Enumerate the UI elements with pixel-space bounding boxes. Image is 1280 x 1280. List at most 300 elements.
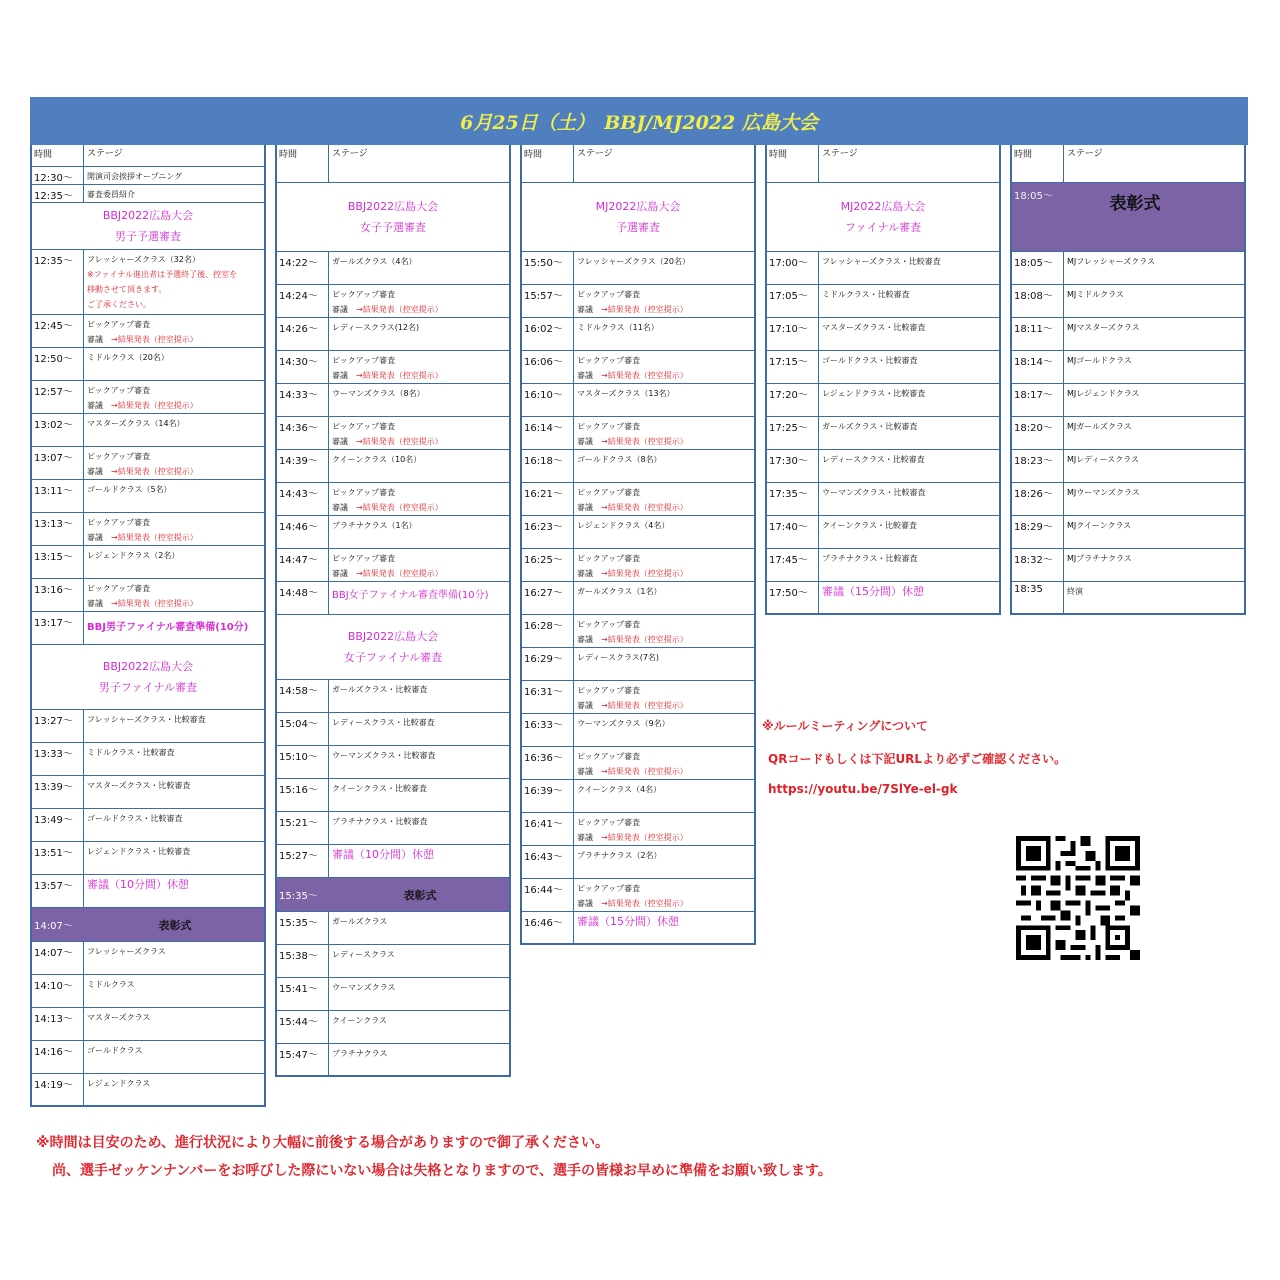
table-row — [522, 417, 754, 450]
shingi-label: 審議 — [577, 437, 593, 446]
pickup-label: ピックアップ審査 — [577, 752, 641, 761]
time-cell: 13:33～ — [32, 743, 84, 775]
stage-cell: マスターズクラス（13名） — [577, 389, 675, 398]
result-label: →結果発表（控室提示） — [111, 533, 198, 542]
pickup-label: ピックアップ審査 — [577, 356, 641, 365]
time-cell: 17:30～ — [767, 450, 819, 482]
stage-cell: ウーマンズクラス・比較審査 — [822, 488, 926, 497]
time-cell: 15:44～ — [277, 1011, 329, 1043]
table-row — [767, 252, 999, 285]
notice-text: ※ファイナル進出者は予選終了後、控室を — [87, 270, 238, 279]
stage-cell — [84, 875, 264, 907]
table-row — [32, 842, 264, 875]
table-row — [277, 285, 509, 318]
table-row — [32, 942, 264, 975]
result-label: →結果発表（控室提示） — [601, 305, 688, 314]
pickup-label: ピックアップ審査 — [577, 488, 641, 497]
time-cell: 16:14～ — [522, 417, 574, 449]
table-row — [522, 318, 754, 351]
pickup-label: ピックアップ審査 — [577, 884, 641, 893]
time-cell: 14:13～ — [32, 1008, 84, 1040]
stage-cell: MJガールズクラス — [1067, 422, 1132, 431]
stage-header: ステージ — [1067, 149, 1103, 159]
stage-cell: ガールズクラス（4名） — [332, 257, 417, 266]
pickup-label: ピックアップ審査 — [332, 356, 396, 365]
stage-cell — [329, 483, 509, 515]
table-row — [277, 912, 509, 945]
time-cell: 17:35～ — [767, 483, 819, 515]
stage-cell — [329, 845, 509, 877]
table-row — [277, 450, 509, 483]
stage-cell: クイーンクラス・比較審査 — [822, 521, 918, 530]
shingi-label: 審議 — [577, 899, 593, 908]
stage-cell: 終演 — [1067, 587, 1083, 596]
stage-cell: レジェンドクラス — [87, 1079, 151, 1088]
table-row — [522, 483, 754, 516]
time-cell: 15:47～ — [277, 1044, 329, 1075]
section-title: BBJ2022広島大会 — [102, 209, 194, 222]
stage-cell: レディースクラス(12名) — [332, 323, 420, 332]
time-cell: 14:47～ — [277, 549, 329, 581]
stage-cell: クイーンクラス — [332, 1016, 388, 1025]
table-row — [32, 809, 264, 842]
stage-cell: フレッシャーズクラス・比較審査 — [822, 257, 941, 266]
time-cell: 14:36～ — [277, 417, 329, 449]
table-row — [277, 1044, 509, 1075]
table-row — [522, 516, 754, 549]
time-cell: 15:50～ — [522, 252, 574, 284]
section-subtitle: 女子ファイナル審査 — [343, 651, 443, 664]
table-row — [767, 285, 999, 318]
table-row — [767, 582, 999, 613]
section-heading — [522, 183, 754, 252]
table-row — [32, 348, 264, 381]
stage-cell: レディースクラス(7名) — [577, 653, 660, 662]
section-title: MJ2022広島大会 — [840, 200, 926, 213]
stage-cell: ウーマンズクラス・比較審査 — [332, 751, 436, 760]
footer-note-2: 尚、選手ゼッケンナンバーをお呼びした際にいない場合は失格となりますので、選手の皆様お早めに準備をお願い致します。 — [52, 1163, 832, 1179]
table-row — [32, 315, 264, 348]
award-label: 表彰式 — [403, 888, 437, 902]
table-row — [767, 483, 999, 516]
table-row — [1012, 549, 1244, 582]
time-header: 時間 — [277, 145, 329, 182]
stage-cell: 開演司会挨拶オープニング — [87, 172, 183, 181]
shingi-label: 審議 — [577, 371, 593, 380]
table-row — [1012, 351, 1244, 384]
result-label: →結果発表（控室提示） — [601, 899, 688, 908]
time-cell: 16:28～ — [522, 615, 574, 647]
time-cell: 14:58～ — [277, 680, 329, 712]
table-row — [522, 252, 754, 285]
time-cell: 17:15～ — [767, 351, 819, 383]
pickup-label: ピックアップ審査 — [332, 488, 396, 497]
time-cell: 17:20～ — [767, 384, 819, 416]
time-cell: 14:19～ — [32, 1074, 84, 1105]
table-row — [277, 384, 509, 417]
time-cell: 17:50～ — [767, 582, 819, 613]
result-label: →結果発表（控室提示） — [601, 833, 688, 842]
table-row — [277, 978, 509, 1011]
table-row — [767, 417, 999, 450]
table-row — [522, 912, 754, 943]
table-row — [32, 546, 264, 579]
stage-cell — [329, 417, 509, 449]
section-heading — [32, 203, 264, 250]
table-row — [522, 549, 754, 582]
stage-cell — [574, 879, 754, 911]
award-row — [277, 878, 509, 912]
table-row — [522, 813, 754, 846]
time-cell: 16:41～ — [522, 813, 574, 845]
class-name: フレッシャーズクラス（32名） — [87, 255, 200, 264]
stage-cell — [574, 813, 754, 845]
table-row — [522, 681, 754, 714]
time-cell: 16:23～ — [522, 516, 574, 548]
youtube-link[interactable]: https://youtu.be/7SlYe-el-gk — [768, 782, 958, 796]
schedule-column-mj-final — [765, 145, 1001, 615]
stage-cell — [84, 612, 264, 644]
stage-cell: ミドルクラス・比較審査 — [87, 748, 175, 757]
pickup-label: ピックアップ審査 — [332, 554, 396, 563]
result-label: →結果発表（控室提示） — [601, 701, 688, 710]
pickup-label: ピックアップ審査 — [577, 620, 641, 629]
time-cell: 16:18～ — [522, 450, 574, 482]
shingi-label: 審議 — [332, 437, 348, 446]
time-cell: 13:11～ — [32, 480, 84, 512]
stage-cell — [574, 681, 754, 713]
notice-text: ご了承ください。 — [87, 300, 151, 309]
stage-cell: MJレジェンドクラス — [1067, 389, 1140, 398]
stage-cell — [574, 351, 754, 383]
prep-label: BBJ女子ファイナル審査準備(10分) — [332, 590, 489, 601]
award-label: 表彰式 — [158, 918, 192, 932]
time-cell: 14:43～ — [277, 483, 329, 515]
table-row — [522, 846, 754, 879]
stage-cell: ゴールドクラス — [87, 1046, 143, 1055]
time-cell: 14:46～ — [277, 516, 329, 548]
stage-header: ステージ — [577, 149, 613, 159]
stage-cell — [84, 250, 264, 314]
stage-header: ステージ — [822, 149, 858, 159]
time-cell: 13:17～ — [32, 612, 84, 644]
stage-cell: プラチナクラス — [332, 1049, 388, 1058]
shingi-label: 審議 — [577, 635, 593, 644]
table-row — [522, 351, 754, 384]
pickup-label: ピックアップ審査 — [577, 554, 641, 563]
shingi-label: 審議 — [577, 569, 593, 578]
shingi-label: 審議 — [332, 305, 348, 314]
time-cell: 12:45～ — [32, 315, 84, 347]
time-cell: 14:30～ — [277, 351, 329, 383]
time-cell: 13:49～ — [32, 809, 84, 841]
header-row — [1012, 145, 1244, 183]
time-cell: 14:26～ — [277, 318, 329, 350]
time-header: 時間 — [522, 145, 574, 182]
stage-cell: レディースクラス・比較審査 — [332, 718, 435, 727]
time-cell: 16:10～ — [522, 384, 574, 416]
table-row — [277, 483, 509, 516]
stage-cell: ゴールドクラス（8名） — [577, 455, 662, 464]
header-row — [277, 145, 509, 183]
time-cell: 18:32～ — [1012, 549, 1064, 581]
stage-cell: 審査委員紹介 — [87, 190, 135, 199]
table-row — [32, 579, 264, 612]
stage-cell: ゴールドクラス・比較審査 — [87, 814, 183, 823]
table-row — [1012, 450, 1244, 483]
time-cell: 15:35～ — [277, 912, 329, 944]
stage-cell — [574, 417, 754, 449]
break-label: 審議（10分間）休憩 — [332, 848, 434, 861]
pickup-label: ピックアップ審査 — [332, 290, 396, 299]
time-cell: 17:05～ — [767, 285, 819, 317]
time-cell: 12:35～ — [32, 250, 84, 314]
table-row — [32, 167, 264, 185]
time-cell: 14:48～ — [277, 582, 329, 614]
result-label: →結果発表（控室提示） — [356, 371, 443, 380]
section-subtitle: 男子ファイナル審査 — [98, 681, 198, 694]
time-cell: 15:21～ — [277, 812, 329, 844]
result-label: →結果発表（控室提示） — [111, 599, 198, 608]
time-cell: 14:24～ — [277, 285, 329, 317]
time-cell: 12:30～ — [32, 167, 84, 184]
pickup-label: ピックアップ審査 — [577, 290, 641, 299]
section-heading — [277, 183, 509, 252]
stage-header: ステージ — [332, 149, 368, 159]
time-cell: 13:07～ — [32, 447, 84, 479]
time-cell: 17:00～ — [767, 252, 819, 284]
stage-cell: マスターズクラス・比較審査 — [87, 781, 191, 790]
time-cell: 16:36～ — [522, 747, 574, 779]
table-row — [32, 776, 264, 809]
time-cell: 16:25～ — [522, 549, 574, 581]
result-label: →結果発表（控室提示） — [111, 401, 198, 410]
time-cell: 18:29～ — [1012, 516, 1064, 548]
table-row — [277, 549, 509, 582]
stage-cell: ウーマンズクラス — [332, 983, 396, 992]
shingi-label: 審議 — [332, 371, 348, 380]
pickup-label: ピックアップ審査 — [577, 686, 641, 695]
time-cell: 13:51～ — [32, 842, 84, 874]
table-row — [1012, 516, 1244, 549]
time-cell: 16:39～ — [522, 780, 574, 812]
stage-cell: MJゴールドクラス — [1067, 356, 1132, 365]
table-row — [767, 450, 999, 483]
stage-cell: レジェンドクラス・比較審査 — [822, 389, 926, 398]
notice-text: 移動させて頂きます。 — [87, 285, 167, 294]
time-cell: 18:20～ — [1012, 417, 1064, 449]
time-cell: 15:27～ — [277, 845, 329, 877]
stage-cell — [84, 513, 264, 545]
table-row — [277, 680, 509, 713]
shingi-label: 審議 — [87, 599, 103, 608]
stage-cell — [329, 351, 509, 383]
table-row — [522, 384, 754, 417]
result-label: →結果発表（控室提示） — [111, 335, 198, 344]
time-cell: 17:10～ — [767, 318, 819, 350]
pickup-label: ピックアップ審査 — [87, 518, 151, 527]
stage-cell: MJフレッシャーズクラス — [1067, 257, 1156, 266]
section-subtitle: 女子予選審査 — [360, 221, 426, 234]
shingi-label: 審議 — [577, 305, 593, 314]
stage-cell: クイーンクラス・比較審査 — [332, 784, 428, 793]
time-cell: 18:14～ — [1012, 351, 1064, 383]
stage-cell — [574, 549, 754, 581]
time-cell: 16:33～ — [522, 714, 574, 746]
time-cell: 13:13～ — [32, 513, 84, 545]
table-row — [32, 414, 264, 447]
table-row — [522, 648, 754, 681]
stage-cell: ミドルクラス・比較審査 — [822, 290, 910, 299]
table-row — [1012, 252, 1244, 285]
stage-cell: フレッシャーズクラス — [87, 947, 166, 956]
table-row — [522, 582, 754, 615]
stage-cell: ゴールドクラス・比較審査 — [822, 356, 918, 365]
table-row — [32, 975, 264, 1008]
time-cell: 14:10～ — [32, 975, 84, 1007]
time-cell: 18:08～ — [1012, 285, 1064, 317]
section-title: BBJ2022広島大会 — [347, 630, 439, 643]
table-row — [522, 285, 754, 318]
time-header: 時間 — [32, 145, 84, 166]
table-row — [277, 713, 509, 746]
time-cell: 16:02～ — [522, 318, 574, 350]
table-row — [277, 516, 509, 549]
time-cell: 18:05～ — [1012, 252, 1064, 284]
stage-cell: プラチナクラス・比較審査 — [332, 817, 428, 826]
stage-header: ステージ — [87, 149, 123, 159]
table-row — [32, 1008, 264, 1041]
time-cell: 18:23～ — [1012, 450, 1064, 482]
award-label: 表彰式 — [1109, 194, 1161, 214]
table-row — [32, 743, 264, 776]
result-label: →結果発表（控室提示） — [601, 437, 688, 446]
stage-cell: MJウーマンズクラス — [1067, 488, 1140, 497]
stage-cell — [574, 285, 754, 317]
section-title: BBJ2022広島大会 — [347, 200, 439, 213]
table-row — [1012, 483, 1244, 516]
table-row — [277, 351, 509, 384]
pickup-label: ピックアップ審査 — [87, 320, 151, 329]
time-cell: 16:31～ — [522, 681, 574, 713]
award-row — [32, 908, 264, 942]
stage-cell: レジェンドクラス（2名） — [87, 551, 180, 560]
section-heading — [277, 615, 509, 680]
shingi-label: 審議 — [87, 401, 103, 410]
result-label: →結果発表（控室提示） — [601, 371, 688, 380]
time-cell: 14:33～ — [277, 384, 329, 416]
time-cell: 14:22～ — [277, 252, 329, 284]
schedule-column-mj-awards — [1010, 145, 1246, 615]
time-cell: 15:10～ — [277, 746, 329, 778]
shingi-label: 審議 — [332, 503, 348, 512]
stage-cell: マスターズクラス（14名） — [87, 419, 185, 428]
stage-cell: レディースクラス — [332, 950, 395, 959]
result-label: →結果発表（控室提示） — [601, 767, 688, 776]
time-cell: 15:35～ — [279, 891, 318, 902]
break-label: 審議（10分間）休憩 — [87, 878, 189, 891]
time-cell: 18:11～ — [1012, 318, 1064, 350]
table-row — [1012, 384, 1244, 417]
table-row — [32, 381, 264, 414]
table-row — [32, 1041, 264, 1074]
table-row — [277, 779, 509, 812]
time-cell: 16:29～ — [522, 648, 574, 680]
time-cell: 18:17～ — [1012, 384, 1064, 416]
time-cell: 15:16～ — [277, 779, 329, 811]
table-row — [277, 812, 509, 845]
table-row — [522, 615, 754, 648]
table-row — [277, 582, 509, 615]
shingi-label: 審議 — [577, 701, 593, 710]
table-row — [1012, 318, 1244, 351]
stage-cell: ガールズクラス・比較審査 — [332, 685, 428, 694]
time-cell: 13:39～ — [32, 776, 84, 808]
result-label: →結果発表（控室提示） — [356, 437, 443, 446]
stage-cell — [84, 447, 264, 479]
section-heading — [32, 645, 264, 710]
table-row — [277, 252, 509, 285]
pickup-label: ピックアップ審査 — [87, 452, 151, 461]
stage-cell: MJミドルクラス — [1067, 290, 1124, 299]
header-row — [522, 145, 754, 183]
table-row — [32, 185, 264, 203]
table-row — [277, 1011, 509, 1044]
stage-cell: ゴールドクラス（5名） — [87, 485, 172, 494]
award-row — [1012, 183, 1244, 252]
pickup-label: ピックアップ審査 — [87, 584, 151, 593]
section-title: MJ2022広島大会 — [595, 200, 681, 213]
header-row — [32, 145, 264, 167]
time-cell: 14:39～ — [277, 450, 329, 482]
time-cell: 14:16～ — [32, 1041, 84, 1073]
table-row — [277, 945, 509, 978]
table-row — [1012, 285, 1244, 318]
result-label: →結果発表（控室提示） — [601, 503, 688, 512]
result-label: →結果発表（控室提示） — [601, 569, 688, 578]
time-cell: 12:57～ — [32, 381, 84, 413]
stage-cell — [329, 549, 509, 581]
stage-cell — [574, 615, 754, 647]
shingi-label: 審議 — [577, 503, 593, 512]
schedule-column-bbj-women — [275, 145, 511, 1077]
stage-cell: フレッシャーズクラス（20名） — [577, 257, 690, 266]
qr-code-icon[interactable] — [1016, 836, 1140, 960]
section-heading — [767, 183, 999, 252]
time-cell: 16:44～ — [522, 879, 574, 911]
stage-cell: ウーマンズクラス（9名） — [577, 719, 670, 728]
table-row — [522, 714, 754, 747]
table-row — [32, 250, 264, 315]
stage-cell: マスターズクラス — [87, 1013, 151, 1022]
stage-cell: プラチナクラス（1名） — [332, 521, 417, 530]
table-row — [32, 710, 264, 743]
stage-cell — [819, 582, 999, 613]
break-label: 審議（15分間）休憩 — [822, 585, 924, 598]
table-row — [1012, 582, 1244, 613]
stage-cell — [329, 285, 509, 317]
stage-cell: ミドルクラス（11名） — [577, 323, 659, 332]
stage-cell: レジェンドクラス・比較審査 — [87, 847, 191, 856]
stage-cell: ミドルクラス — [87, 980, 135, 989]
table-row — [767, 351, 999, 384]
section-subtitle: 予選審査 — [616, 221, 660, 234]
stage-cell: MJプラチナクラス — [1067, 554, 1132, 563]
time-cell: 12:35～ — [32, 185, 84, 202]
stage-cell — [574, 747, 754, 779]
shingi-label: 審議 — [332, 569, 348, 578]
table-row — [32, 1074, 264, 1105]
